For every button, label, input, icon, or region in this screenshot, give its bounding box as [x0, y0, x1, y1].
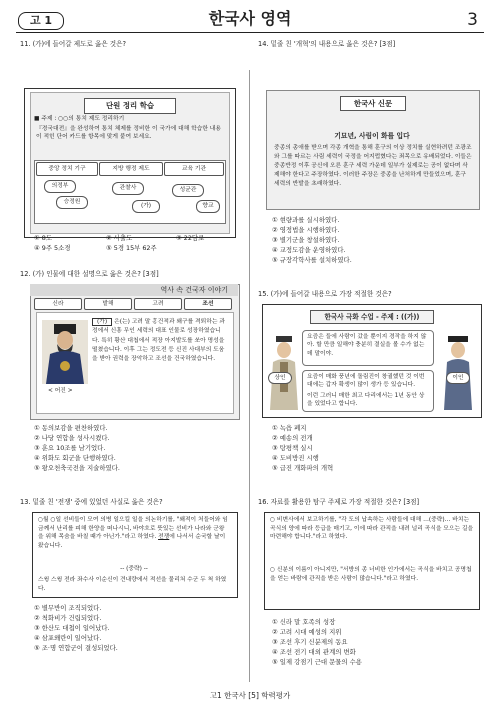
q11-option-1[interactable]: ① 8도 [34, 234, 52, 242]
page-title: 한국사 영역 [208, 9, 292, 28]
q12-tab-goryeo[interactable]: 고려 [134, 298, 182, 310]
q11-option-4[interactable]: ④ 9주 5소경 [34, 244, 71, 252]
q15-stem: 15. (가)에 들어갈 내용으로 가장 적절한 것은? [258, 290, 392, 298]
q12-tab-silla[interactable]: 신라 [34, 298, 82, 310]
q11-option-5[interactable]: ⑤ 5경 15부 62주 [106, 244, 157, 252]
q12-site-title-bar [30, 284, 238, 296]
q11-card-blank: (가) [132, 200, 160, 213]
q12-option-3[interactable]: ③ 훈요 10조를 남기었다. [34, 444, 106, 452]
q12-portrait [42, 320, 88, 384]
q12-stem: 12. (가) 인물에 대한 설명으로 옳은 것은? [3점] [20, 270, 159, 278]
q13-text1-body: ○월 ○일 선비들이 모여 의병 일으킬 일을 의논하기를, "왜적이 처들어와 임금께서 난리를 피해 한양을 떠나시니, 바야흐로 뜻있는 선비가 나라와 군왕을 위해 목숨을 바칠 때가 아닌가."라고 하였다. [38, 517, 228, 541]
q14-option-3[interactable]: ③ 별기군을 창설하였다. [272, 236, 340, 244]
q11-card-seonggyungwan: 성균관 [172, 184, 204, 197]
q14-stem: 14. 밑줄 친 '개혁'의 내용으로 옳은 것은? [3점] [258, 40, 396, 48]
q15-option-4[interactable]: ④ 도비방진 시행 [272, 454, 319, 462]
q13-stem: 13. 밑줄 친 '전쟁' 중에 있었던 사실로 옳은 것은? [20, 498, 163, 506]
q15-option-2[interactable]: ② 예송의 전개 [272, 434, 313, 442]
q15-speech1: 요즘은 들에 사람이 갔을 뿐이지 경작을 하지 않아. 할 만큼 일해야 충분히 결실을 볼 수가 없는데 말이야. [307, 334, 427, 357]
q15-speech2: 요즘이 매화 풍년에 돌림진이 창궐했던 것 이번 대에는 갑자 확생이 많이 생가 등 있습니다. [307, 374, 425, 389]
q15-speech-bubble-1 [302, 330, 434, 366]
q11-card-title: 단원 정리 학습 [84, 98, 176, 114]
q11-card-seungjeongwon: 승정원 [56, 196, 88, 209]
q11-col2: 지방 행정 제도 [99, 162, 163, 176]
q15-speech3: 이런 그러니 매한 최고 다리에서는 1년 동안 상을 있었다고 합니다. [307, 392, 425, 408]
q13-text1 [38, 516, 230, 551]
q14-option-2[interactable]: ② 영정법을 시행하였다. [272, 226, 340, 234]
q13-text2: 스윙 스윙 전라 좌수사 이순신이 견내량에서 적선을 물리쳐 수군 두 척 하였다. [38, 577, 227, 592]
q16-option-2[interactable]: ② 고려 시대 예성의 지위 [272, 628, 342, 636]
q12-tab-balhae[interactable]: 발해 [84, 298, 132, 310]
q15-option-1[interactable]: ① 녹읍 폐지 [272, 424, 307, 432]
q15-label-right: 이인 [446, 372, 470, 384]
q12-text-body: 은(는) 고려 말 홍건적과 왜구를 격퇴하는 과정에서 신흥 무인 세력의 대표 인물로 성장하였습니다. 특히 황산 대첩에서 적장 아지발도를 쏘아 명성을 떨쳤습니다. 이후 그는 정도전 등 신진 사대부의 도움을 받아 권력을 장악하고 조선을 건국하였습니다. [92, 319, 225, 363]
q11-card-uijeongbu: 의정부 [44, 180, 76, 193]
q14-article: 중종의 총애를 받으며 각종 개혁을 통해 훈구의 이상 정치를 실현하려던 조광조와 그를 따르는 사림 세력이 국정을 어지럽혔다는 죄목으로 유배되었다. 이들은 중종반정 이후 공신에 오른 훈구 세력 가운데 일부가 실제로는 공이 없다며 삭제해야 한다고 주장하였다. 이러한 주장은 중종을 난처하게 만들었으며, 훈구 세력의 반발을 초래하였다. [274, 145, 472, 187]
q15-option-5[interactable]: ⑤ 급진 개화파의 개혁 [272, 464, 334, 472]
q16-option-4[interactable]: ④ 조선 전기 대외 관계의 변화 [272, 648, 356, 656]
q13-option-2[interactable]: ② 척화비가 건립되었다. [34, 614, 102, 622]
q12-option-2[interactable]: ② 나당 연합을 성사시켰다. [34, 434, 110, 442]
q16-stem: 16. 자료를 활용한 탐구 주제로 가장 적절한 것은? [3점] [258, 498, 420, 506]
q12-site-title: 역사 속 건국자 이야기 [160, 286, 228, 294]
q15-speech-bubble-2 [302, 370, 434, 412]
q14-paper-name: 한국사 신문 [340, 96, 406, 111]
q14-option-1[interactable]: ① 현량과를 실시하였다. [272, 216, 340, 224]
q11-col3: 교육 기관 [164, 162, 224, 176]
q13-text1b: 에 나서서 순국할 날이 왔습니다. [38, 534, 226, 550]
q15-box-title: 한국사 극화 수업 - 주제 : ((가)) [310, 310, 434, 324]
q16-item1: ○ 비변사에서 보고하기를, "각 도의 납속하는 사람들에 대해 …(중략)… 바치는 곡식의 양에 따라 등급을 매기고, 이에 따라 관직을 내려 널리 곡식을 모으는 길을 마련해야 합니다."라고 하였다. [270, 517, 474, 541]
q13-option-3[interactable]: ③ 한산도 대첩이 일어났다. [34, 624, 110, 632]
q11-desc: 『경국대전』을 완성하여 통치 체제를 정비한 이 국가에 대해 학습한 내용이 적힌 단어 카드를 항목에 맞게 붙여 보세요. [36, 126, 221, 140]
q16-item2: ○ 신분의 이름이 아니지만, "서방의 종 너비한 인가에서는 곡식을 바치고 공명첩을 얻는 바람에 관직을 받은 사람이 많습니다."라고 하였다. [270, 567, 472, 582]
q13-option-5[interactable]: ⑤ 조·명 연합군이 결성되었다. [34, 644, 118, 652]
q12-blank: (가) [92, 318, 112, 326]
q11-col1: 중앙 정치 기구 [36, 162, 98, 176]
q16-option-1[interactable]: ① 신라 말 호족의 성장 [272, 618, 336, 626]
q11-topic: ■ 주제 : ○○의 통치 제도 정리하기 [34, 116, 125, 122]
q12-caption: < 어진 > [48, 388, 73, 394]
q14-headline: 기묘년, 사림이 화를 입다 [334, 132, 410, 140]
q12-tab-joseon[interactable]: 조선 [184, 298, 232, 310]
q13-mid: -- (중략) -- [120, 566, 148, 572]
q12-option-5[interactable]: ⑤ 왕오천축국전을 지술하였다. [34, 464, 120, 472]
grade-badge: 고 1 [18, 12, 64, 30]
q13-underline: 전쟁 [158, 534, 170, 541]
q12-option-4[interactable]: ④ 위화도 회군을 단행하였다. [34, 454, 116, 462]
q11-stem: 11. (가)에 들어갈 제도로 옳은 것은? [20, 40, 127, 48]
q14-option-5[interactable]: ⑤ 규장각학사를 설치하였다. [272, 256, 352, 264]
q11-card-gwanchalsa: 관찰사 [112, 182, 144, 195]
page-footer: 고1 한국사 [5] 학력평가 [209, 691, 291, 700]
q14-option-4[interactable]: ④ 교정도감을 운영하였다. [272, 246, 346, 254]
q16-option-3[interactable]: ③ 조선 후기 신분제의 동요 [272, 638, 348, 646]
q13-option-1[interactable]: ① 별무반이 조직되었다. [34, 604, 102, 612]
q16-option-5[interactable]: ⑤ 일제 강점기 근대 문물의 수용 [272, 658, 362, 666]
q11-option-2[interactable]: ② 사출도 [106, 234, 133, 242]
q15-option-3[interactable]: ③ 탕평책 실시 [272, 444, 313, 452]
page-number: 3 [467, 10, 478, 30]
q12-option-1[interactable]: ① 동의보감을 편찬하였다. [34, 424, 108, 432]
q15-label-left: 상인 [268, 372, 292, 384]
q11-card-hyanggyo: 향교 [196, 200, 220, 213]
column-divider [249, 70, 250, 682]
q13-option-4[interactable]: ④ 삼포왜란이 일어났다. [34, 634, 102, 642]
q12-text [92, 318, 228, 364]
q11-option-3[interactable]: ③ 22담로 [176, 234, 205, 242]
header-rule [16, 32, 484, 33]
